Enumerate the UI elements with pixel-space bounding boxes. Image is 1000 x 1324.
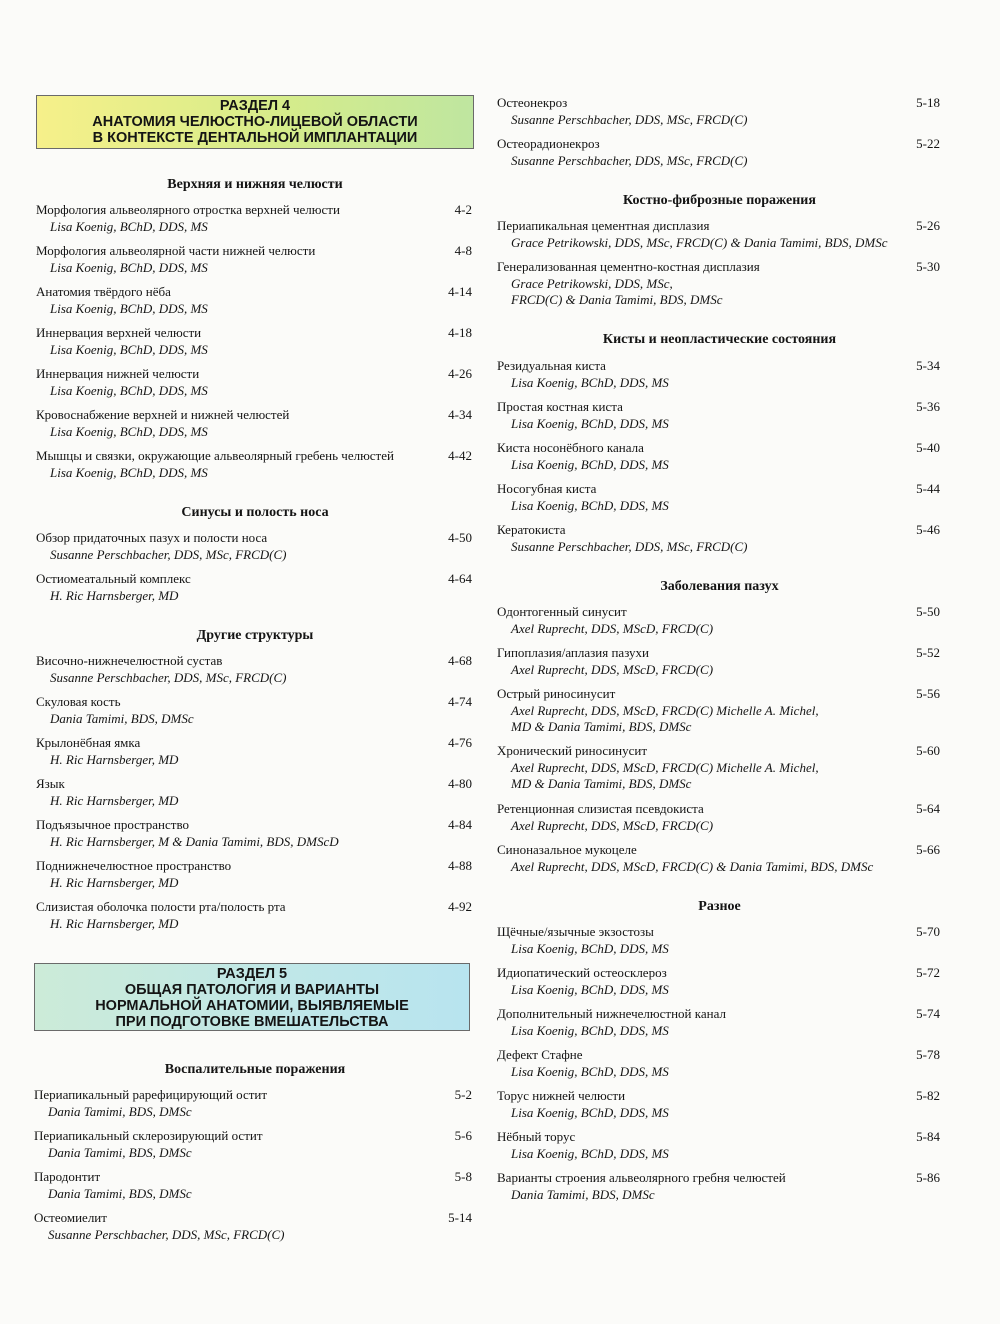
group-heading-sinus-diseases: Заболевания пазух [660,579,779,594]
entry-page: 4-68 [448,653,472,668]
entry-author-continued: MD & Dania Tamimi, BDS, DMSc [511,719,692,734]
entry-title: Крылонёбная ямка [36,735,141,750]
entry-page: 5-86 [916,1170,940,1185]
section-5-header [34,963,470,1031]
entry-page: 4-76 [448,735,472,750]
entry-title: Ретенционная слизистая псевдокиста [497,801,704,816]
entry-author: Lisa Koenig, BChD, DDS, MS [511,981,669,997]
entry-page: 4-92 [448,899,472,914]
entry-author-continued: MD & Dania Tamimi, BDS, DMSc [511,776,692,791]
entry-title: Синоназальное мукоцеле [497,842,637,857]
entry-title: Височно-нижнечелюстной сустав [36,653,223,668]
entry-author: H. Ric Harnsberger, MD [50,751,179,767]
entry-page: 5-60 [916,743,940,758]
entry-author: Lisa Koenig, BChD, DDS, MS [511,456,669,472]
toc-entry[interactable] [36,735,474,768]
entry-author: Lisa Koenig, BChD, DDS, MS [511,497,669,513]
entry-title: Иннервация нижней челюсти [36,366,200,381]
toc-entry[interactable] [36,571,474,604]
toc-entry[interactable] [497,481,942,514]
toc-entry[interactable] [36,776,474,809]
entry-title: Простая костная киста [497,399,623,414]
group-heading-cysts: Кисты и неопластические состояния [602,332,837,347]
entry-page: 5-2 [454,1087,472,1102]
entry-author: Susanne Perschbacher, DDS, MSc, FRCD(C) [511,538,748,554]
entry-author-continued: FRCD(C) & Dania Tamimi, BDS, DMSc [511,292,723,307]
entry-title: Морфология альвеолярной части нижней челюсти [36,243,316,258]
entry-title: Слизистая оболочка полости рта/полость рта [36,899,286,914]
toc-entry[interactable] [497,440,942,473]
section-4-title-line-1: АНАТОМИЯ ЧЕЛЮСТНО-ЛИЦЕВОЙ ОБЛАСТИ [92,114,418,130]
toc-entry[interactable] [36,653,474,686]
toc-entry[interactable] [36,899,474,932]
entry-page: 4-50 [448,530,472,545]
entry-page: 5-56 [916,686,940,701]
toc-entry[interactable] [497,965,942,998]
group-heading-other-structures: Другие структуры [196,628,314,643]
entry-author: Lisa Koenig, BChD, DDS, MS [50,464,208,480]
toc-entry[interactable] [497,1088,942,1121]
group-heading-fibro-osseous: Костно-фиброзные поражения [623,193,816,208]
entry-page: 5-84 [916,1129,940,1144]
entry-page: 4-34 [448,407,472,422]
entry-page: 4-18 [448,325,472,340]
entry-page: 5-66 [916,842,940,857]
entry-page: 4-74 [448,694,472,709]
entry-title: Остеомиелит [34,1210,107,1225]
group-heading-jaws: Верхняя и нижняя челюсти [167,177,343,192]
entry-title: Пародонтит [34,1169,101,1184]
toc-entry[interactable] [497,743,942,793]
entry-author: Axel Ruprecht, DDS, MScD, FRCD(C) Michelle A. Michel, [511,759,819,775]
entry-author: Susanne Perschbacher, DDS, MSc, FRCD(C) [50,546,287,562]
entry-author: Axel Ruprecht, DDS, MScD, FRCD(C) & Dania Tamimi, BDS, DMSc [511,858,874,874]
entry-title: Периапикальный рарефицирующий остит [34,1087,268,1102]
entry-author: Lisa Koenig, BChD, DDS, MS [511,1022,669,1038]
entry-author: Dania Tamimi, BDS, DMSc [48,1144,192,1160]
entry-page: 4-14 [448,284,472,299]
toc-entry[interactable] [497,358,942,391]
entry-title: Остиомеатальный комплекс [36,571,191,586]
toc-entry[interactable] [497,645,942,678]
entry-author: Lisa Koenig, BChD, DDS, MS [50,218,208,234]
entry-author: Axel Ruprecht, DDS, MScD, FRCD(C) [511,620,714,636]
entry-author: Axel Ruprecht, DDS, MScD, FRCD(C) Michelle A. Michel, [511,702,819,718]
entry-title: Периапикальный склерозирующий остит [34,1128,263,1143]
toc-entry[interactable] [497,522,942,555]
entry-author: Susanne Perschbacher, DDS, MSc, FRCD(C) [511,111,748,127]
entry-author: Dania Tamimi, BDS, DMSc [511,1186,655,1202]
entry-author: H. Ric Harnsberger, MD [50,874,179,890]
entry-title: Острый риносинусит [497,686,616,701]
toc-entry[interactable] [497,399,942,432]
entry-title: Хронический риносинусит [497,743,648,758]
entry-title: Резидуальная киста [497,358,606,373]
section-4-title-line-2: В КОНТЕКСТЕ ДЕНТАЛЬНОЙ ИМПЛАНТАЦИИ [92,130,418,146]
entry-title: Иннервация верхней челюсти [36,325,202,340]
entry-page: 5-8 [454,1169,472,1184]
entry-title: Нёбный торус [497,1129,576,1144]
entry-author: Lisa Koenig, BChD, DDS, MS [511,940,669,956]
entry-author: Grace Petrikowski, DDS, MSc, [511,275,673,291]
entry-title: Щёчные/язычные экзостозы [497,924,654,939]
entry-author: Axel Ruprecht, DDS, MScD, FRCD(C) [511,661,714,677]
toc-entry[interactable] [497,218,942,251]
entry-page: 5-30 [916,259,940,274]
entry-page: 5-26 [916,218,940,233]
section-4-label: РАЗДЕЛ 4 [219,98,291,114]
entry-page: 4-80 [448,776,472,791]
entry-title: Торус нижней челюсти [497,1088,626,1103]
entry-author: Dania Tamimi, BDS, DMSc [50,710,194,726]
entry-author: Lisa Koenig, BChD, DDS, MS [511,1104,669,1120]
group-heading-sinuses: Синусы и полость носа [181,505,329,520]
toc-entry[interactable] [497,136,942,169]
section-5-title-line-2: НОРМАЛЬНОЙ АНАТОМИИ, ВЫЯВЛЯЕМЫЕ [95,998,409,1014]
section-4-header [36,95,474,149]
group-heading-misc: Разное [698,899,741,914]
entry-page: 5-40 [916,440,940,455]
entry-title: Носогубная киста [497,481,597,496]
entry-author: Lisa Koenig, BChD, DDS, MS [50,423,208,439]
toc-entry[interactable] [497,259,942,309]
entry-page: 5-46 [916,522,940,537]
entry-author: Susanne Perschbacher, DDS, MSc, FRCD(C) [511,152,748,168]
entry-author: Lisa Koenig, BChD, DDS, MS [511,1063,669,1079]
toc-entry[interactable] [36,325,474,358]
entry-title: Остеорадионекроз [497,136,600,151]
entry-page: 4-2 [454,202,472,217]
toc-entry[interactable] [34,1128,474,1161]
entry-page: 4-26 [448,366,472,381]
toc-entry[interactable] [497,924,942,957]
entry-author: H. Ric Harnsberger, MD [50,587,179,603]
toc-entry[interactable] [36,694,474,727]
entry-page: 5-64 [916,801,940,816]
toc-entry[interactable] [36,202,474,235]
entry-page: 5-52 [916,645,940,660]
toc-entry[interactable] [497,1170,942,1203]
toc-entry[interactable] [36,448,474,481]
entry-title: Кератокиста [497,522,566,537]
entry-title: Одонтогенный синусит [497,604,627,619]
entry-page: 5-14 [448,1210,472,1225]
entry-author: Lisa Koenig, BChD, DDS, MS [50,259,208,275]
entry-title: Морфология альвеолярного отростка верхней челюсти [36,202,340,217]
entry-title: Киста носонёбного канала [497,440,644,455]
toc-entry[interactable] [34,1087,474,1120]
entry-title: Периапикальная цементная дисплазия [497,218,710,233]
toc-entry[interactable] [497,842,942,875]
entry-page: 5-82 [916,1088,940,1103]
entry-title: Кровоснабжение верхней и нижней челюстей [36,407,290,422]
entry-author: Lisa Koenig, BChD, DDS, MS [50,341,208,357]
toc-entry[interactable] [497,1006,942,1039]
entry-author: Dania Tamimi, BDS, DMSc [48,1103,192,1119]
toc-entry[interactable] [36,530,474,563]
entry-author: Lisa Koenig, BChD, DDS, MS [511,415,669,431]
entry-author: Grace Petrikowski, DDS, MSc, FRCD(C) & Dania Tamimi, BDS, DMSc [511,234,888,250]
toc-entry[interactable] [36,366,474,399]
entry-page: 5-18 [916,95,940,110]
entry-title: Мышцы и связки, окружающие альвеолярный гребень челюстей [36,448,394,463]
entry-page: 5-78 [916,1047,940,1062]
entry-page: 4-64 [448,571,472,586]
entry-page: 5-50 [916,604,940,619]
entry-page: 4-84 [448,817,472,832]
entry-page: 4-42 [448,448,472,463]
entry-page: 5-34 [916,358,940,373]
entry-author: Lisa Koenig, BChD, DDS, MS [50,300,208,316]
entry-title: Остеонекроз [497,95,568,110]
entry-page: 5-72 [916,965,940,980]
toc-entry[interactable] [497,95,942,128]
entry-title: Дополнительный нижнечелюстной канал [497,1006,726,1021]
toc-entry[interactable] [497,604,942,637]
entry-author: Lisa Koenig, BChD, DDS, MS [50,382,208,398]
entry-author: Axel Ruprecht, DDS, MScD, FRCD(C) [511,817,714,833]
entry-page: 5-6 [454,1128,472,1143]
section-5-title-line-1: ОБЩАЯ ПАТОЛОГИЯ И ВАРИАНТЫ [124,982,380,998]
entry-title: Поднижнечелюстное пространство [36,858,232,873]
toc-entry[interactable] [497,801,942,834]
entry-page: 4-8 [454,243,472,258]
entry-page: 5-36 [916,399,940,414]
entry-page: 5-44 [916,481,940,496]
toc-entry[interactable] [497,1047,942,1080]
entry-title: Язык [36,776,65,791]
entry-author: Lisa Koenig, BChD, DDS, MS [511,1145,669,1161]
toc-entry[interactable] [36,858,474,891]
entry-title: Скуловая кость [36,694,121,709]
toc-entry[interactable] [36,284,474,317]
entry-title: Дефект Стафне [497,1047,583,1062]
entry-author: Lisa Koenig, BChD, DDS, MS [511,374,669,390]
group-heading-inflammatory: Воспалительные поражения [164,1062,346,1077]
entry-author: Susanne Perschbacher, DDS, MSc, FRCD(C) [48,1226,285,1242]
entry-author: Susanne Perschbacher, DDS, MSc, FRCD(C) [50,669,287,685]
toc-entry[interactable] [36,817,474,850]
entry-title: Анатомия твёрдого нёба [36,284,171,299]
toc-entry[interactable] [34,1210,474,1243]
entry-page: 5-22 [916,136,940,151]
entry-author: H. Ric Harnsberger, MD [50,792,179,808]
toc-entry[interactable] [497,1129,942,1162]
toc-entry[interactable] [34,1169,474,1202]
entry-title: Подъязычное пространство [36,817,189,832]
toc-entry[interactable] [36,243,474,276]
entry-title: Обзор придаточных пазух и полости носа [36,530,268,545]
entry-title: Гипоплазия/аплазия пазухи [497,645,650,660]
section-5-title-line-3: ПРИ ПОДГОТОВКЕ ВМЕШАТЕЛЬСТВА [115,1014,389,1030]
toc-entry[interactable] [36,407,474,440]
section-5-label: РАЗДЕЛ 5 [216,966,288,982]
entry-author: Dania Tamimi, BDS, DMSc [48,1185,192,1201]
toc-entry[interactable] [497,686,942,736]
entry-title: Идиопатический остеосклероз [497,965,667,980]
entry-author: H. Ric Harnsberger, MD [50,915,179,931]
entry-page: 5-74 [916,1006,940,1021]
entry-title: Варианты строения альвеолярного гребня челюстей [497,1170,786,1185]
entry-page: 5-70 [916,924,940,939]
entry-title: Генерализованная цементно-костная дисплазия [497,259,760,274]
entry-author: H. Ric Harnsberger, M & Dania Tamimi, BDS, DMScD [50,833,339,849]
entry-page: 4-88 [448,858,472,873]
